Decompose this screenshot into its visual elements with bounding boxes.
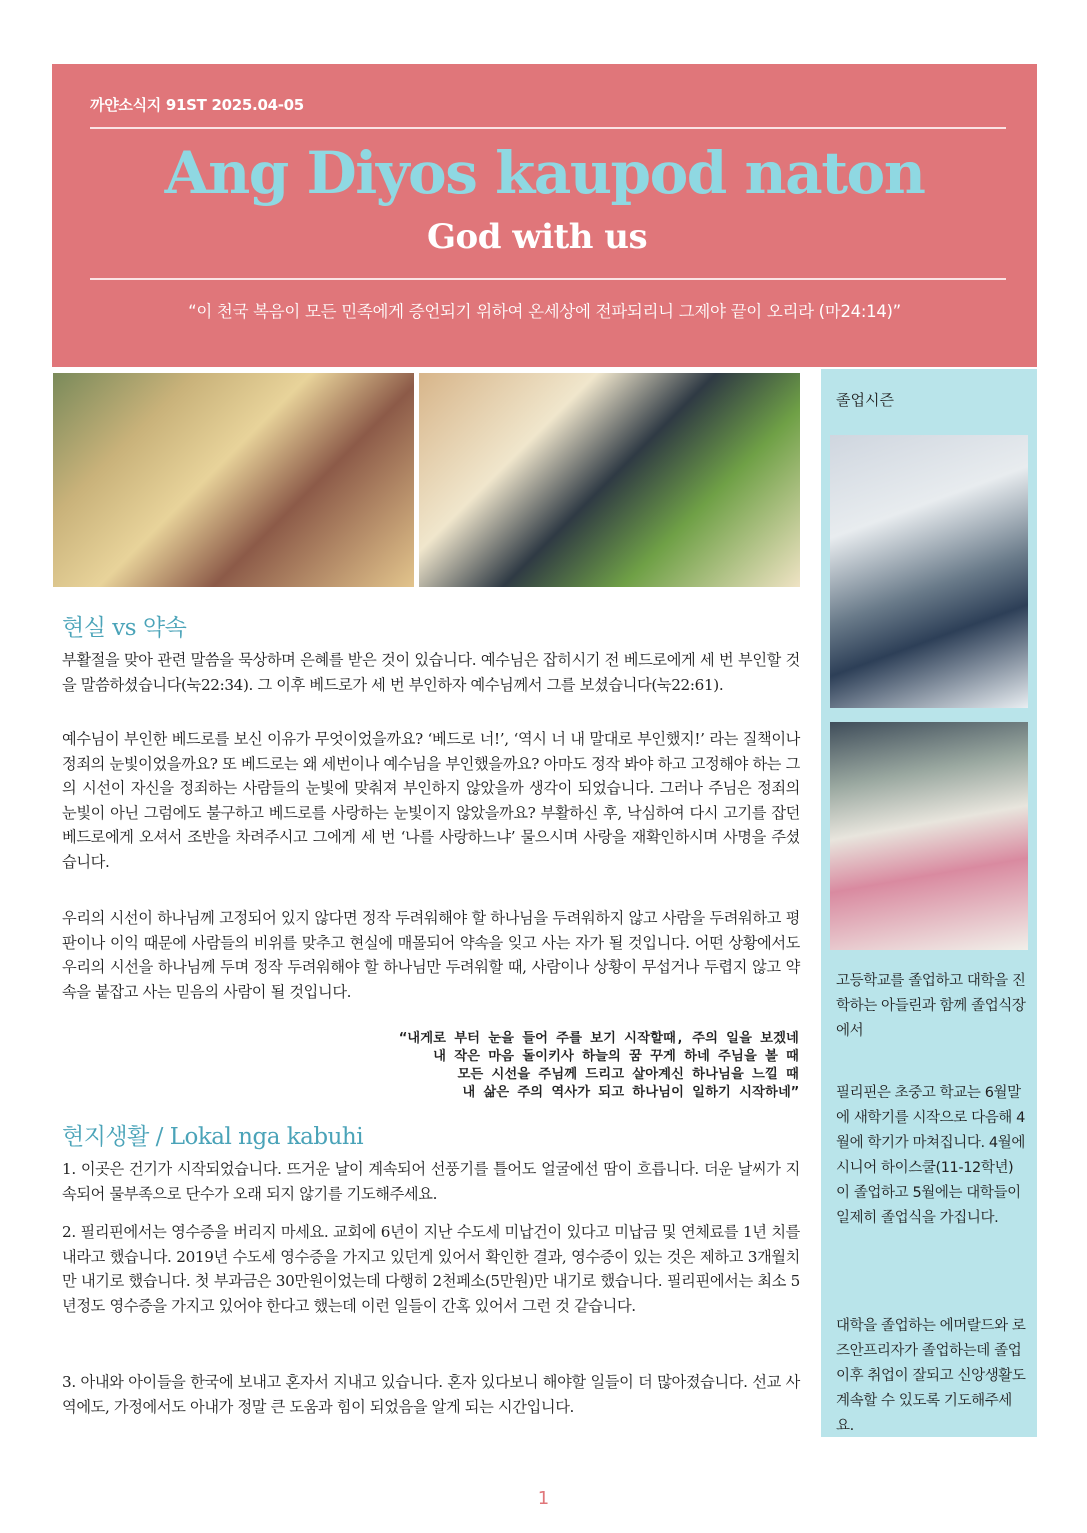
lyric-line: 내 작은 마음 돌이키사 하늘의 꿈 꾸게 하네 주님을 볼 때 (433, 1049, 799, 1064)
reality-paragraph-2: 예수님이 부인한 베드로를 보신 이유가 무엇이었을까요? ‘베드로 너!’, ‘역시 너 내 말대로 부인했지!’ 라는 질책이나 정죄의 눈빛이었을까요? 또 베드로는 왜 세번이나 예수님을 부인했을까요? 아마도 정작 봐야 하고 고정해야 하는 그의 시선이 자신을 정죄하는 사람들의 눈빛에 맞춰져 부인하지 않았을까 생각이 되었습니다. 그러나 주님은 정죄의 눈빛이 아닌 그럼에도 불구하고 베드로를 사랑하는 눈빛이지 않았을까요? 부활하신 후, 낙심하여 다시 고기를 잡던 베드로에게 오셔서 조반을 차려주시고 그에게 세 번 ‘나를 사랑하느냐’ 물으시며 사랑을 재확인하시며 사명을 주셨습니다. (62, 730, 800, 871)
issue-info: 까얀소식지 91ST 2025.04-05 (90, 96, 304, 114)
reality-paragraph-3: 우리의 시선이 하나님께 고정되어 있지 않다면 정작 두려워해야 할 하나님을 두려워하지 않고 사람을 두려워하고 평판이나 이익 때문에 사람들의 비위를 맞추고 현실에 매몰되어 약속을 잊고 사는 자가 될 것입니다. 어떤 상황에서도 우리의 시선을 하나님께 두며 정작 두려워해야 할 하나님만 두려워할 때, 사람이나 상황이 무섭거나 두렵지 않고 약속을 붙잡고 사는 믿음의 사람이 될 것입니다. (62, 909, 800, 1001)
lyric-line: 모든 시선을 주님께 드리고 살아계신 하나님을 느낄 때 (457, 1067, 799, 1082)
header-divider-bottom (90, 278, 1006, 280)
local-life-item-2: 2. 필리핀에서는 영수증을 버리지 마세요. 교회에 6년이 지난 수도세 미납건이 있다고 미납금 및 연체료를 1년 치를 내라고 했습니다. 2019년 수도세 영수증을 가지고 있던게 있어서 확인한 결과, 영수증이 있는 것은 제하고 3개월치만 내기로 했습니다. 첫 부과금은 30만원이었는데 다행히 2천페소(5만원)만 내기로 했습니다. 필리핀에서는 최소 5년정도 영수증을 가지고 있어야 한다고 했는데 이런 일들이 간혹 있어서 그런 것 같습니다. (62, 1223, 800, 1315)
newsletter-title: Ang Diyos kaupod naton (164, 139, 925, 207)
lyric-line: “내게로 부터 눈을 들어 주를 보기 시작할때, 주의 일을 보겠네 (399, 1031, 799, 1046)
photo-graduation-ceremony (830, 722, 1028, 950)
page-number: 1 (537, 1488, 550, 1509)
sidebar-prayer-request: 대학을 졸업하는 에머랄드와 로즈안프리자가 졸업하는데 졸업이후 취업이 잘되고 신앙생활도 계속할 수 있도록 기도해주세요. (836, 1318, 1026, 1434)
photo-graduate-diploma (830, 435, 1028, 708)
photo-youth-meal (419, 373, 800, 587)
sidebar-label: 졸업시즌 (836, 391, 894, 409)
local-life-item-1: 1. 이곳은 건기가 시작되었습니다. 뜨거운 날이 계속되어 선풍기를 틀어도 얼굴에선 땀이 흐릅니다. 더운 날씨가 지속되어 물부족으로 단수가 오래 되지 않기를 기도해주세요. (62, 1160, 800, 1203)
photo-church-meal (53, 373, 414, 587)
header-divider-top (90, 127, 1006, 129)
reality-paragraph-1: 부활절을 맞아 관련 말씀을 묵상하며 은혜를 받은 것이 있습니다. 예수님은 잡히시기 전 베드로에게 세 번 부인할 것을 말씀하셨습니다(눅22:34). 그 이후 베드로가 세 번 부인하자 예수님께서 그를 보셨습니다(눅22:61). (62, 651, 800, 694)
graduation-sidebar (821, 369, 1037, 1437)
theme-verse: “이 천국 복음이 모든 민족에게 증언되기 위하여 온세상에 전파되리니 그제야 끝이 오리라 (마24:14)” (188, 302, 901, 321)
sidebar-caption: 고등학교를 졸업하고 대학을 진학하는 아들린과 함께 졸업식장에서 (836, 973, 1026, 1039)
newsletter-header (52, 64, 1037, 367)
newsletter-subtitle: God with us (427, 217, 648, 257)
song-lyrics (199, 1030, 799, 1102)
lyric-line: 내 삶은 주의 역사가 되고 하나님이 일하기 시작하네” (462, 1085, 799, 1100)
local-life-item-3: 3. 아내와 아이들을 한국에 보내고 혼자서 지내고 있습니다. 혼자 있다보니 해야할 일들이 더 많아졌습니다. 선교 사역에도, 가정에서도 아내가 정말 큰 도움과 힘이 되었음을 알게 되는 시간입니다. (62, 1373, 800, 1416)
section-heading-reality: 현실 vs 약속 (62, 615, 187, 641)
sidebar-school-calendar: 필리핀은 초중고 학교는 6월말에 새학기를 시작으로 다음해 4월에 학기가 마쳐집니다. 4월에 시니어 하이스쿨(11-12학년)이 졸업하고 5월에는 대학들이 일제히 졸업식을 가집니다. (836, 1085, 1025, 1226)
section-heading-local-life: 현지생활 / Lokal nga kabuhi (62, 1124, 364, 1150)
